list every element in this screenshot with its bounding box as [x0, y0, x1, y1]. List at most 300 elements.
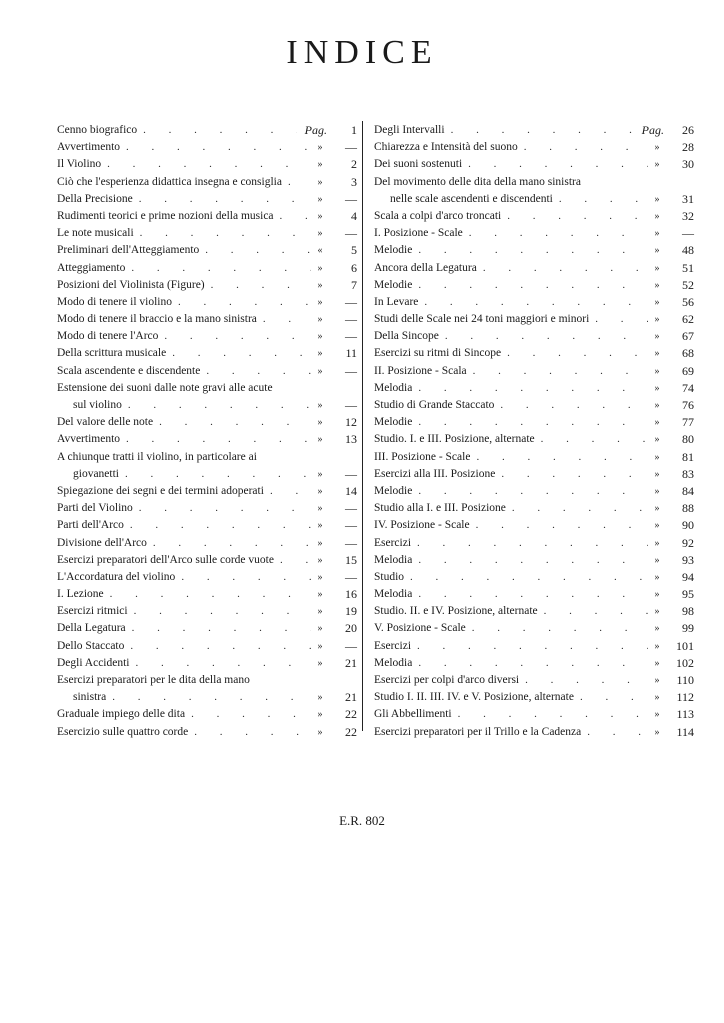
pag-label: Pag.: [641, 123, 664, 137]
dot-leader: [104, 586, 311, 603]
dot-leader: [412, 277, 648, 294]
toc-entry-page: 88: [682, 501, 694, 516]
toc-entry-page: 67: [682, 329, 694, 344]
toc-entry-page: 31: [682, 191, 694, 206]
toc-entry: [374, 174, 694, 208]
toc-entry: [374, 328, 694, 345]
dot-leader: [463, 225, 648, 242]
dot-leader: [172, 294, 311, 311]
ditto-mark: »: [317, 709, 323, 721]
toc-entry: [374, 517, 694, 534]
toc-entry-page: —: [345, 518, 357, 533]
toc-entry: [374, 139, 694, 156]
toc-entry-title: Avvertimento: [57, 141, 121, 154]
toc-entry-title: In Levare: [374, 295, 419, 308]
dot-leader: [411, 638, 648, 655]
toc-entry: [374, 363, 694, 380]
toc-entry-title: giovanetti: [73, 467, 119, 480]
toc-entry-page: 21: [345, 655, 357, 670]
toc-entry-title: Degli Intervalli: [374, 124, 445, 136]
toc-entry: [57, 449, 357, 483]
toc-entry: [57, 191, 357, 208]
toc-entry: [57, 225, 357, 242]
toc-entry: [57, 603, 357, 620]
toc-entry: [57, 311, 357, 328]
toc-entry: [374, 345, 694, 362]
toc-entry: [57, 277, 357, 294]
toc-entry-page: —: [345, 312, 357, 327]
toc-right-column: [374, 122, 694, 741]
toc-entry-title: Modo di tenere il braccio e la mano sinistra: [57, 313, 257, 326]
ditto-mark: »: [317, 296, 323, 308]
dot-leader: [205, 277, 311, 294]
toc-entry: [374, 655, 694, 672]
toc-entry: [57, 431, 357, 448]
toc-entry-title: Della scrittura musicale: [57, 347, 167, 360]
toc-entry-title: Esercizi su ritmi di Sincope: [374, 347, 502, 360]
ditto-mark: »: [654, 709, 660, 721]
toc-entry-title: Dei suoni sostenuti: [374, 158, 463, 171]
toc-entry: [57, 139, 357, 156]
toc-entry-title: Modo di tenere il violino: [57, 295, 172, 308]
toc-entry-page: —: [345, 226, 357, 241]
dot-leader: [188, 724, 311, 741]
toc-entry-page: 83: [682, 466, 694, 481]
toc-entry: [57, 552, 357, 569]
toc-entry-title: Studio di Grande Staccato: [374, 399, 495, 412]
toc-entry: [57, 156, 357, 173]
toc-entry-page: —: [345, 466, 357, 481]
dot-leader: [158, 328, 311, 345]
ditto-mark: »: [654, 348, 660, 360]
toc-entry-page: 113: [676, 707, 694, 722]
dot-leader: [452, 706, 648, 723]
dot-leader: [101, 156, 311, 173]
toc-entry-title: Degli Accidenti: [57, 656, 130, 669]
toc-entry-title: Melodie: [374, 416, 413, 429]
toc-entry: [57, 706, 357, 723]
dot-leader: [106, 689, 311, 706]
ditto-mark: »: [654, 279, 660, 291]
toc-entry-page: 112: [676, 690, 694, 705]
toc-entry-title: Esercizi alla III. Posizione: [374, 467, 496, 480]
ditto-mark: »: [317, 348, 323, 360]
ditto-mark: »: [654, 692, 660, 704]
ditto-mark: »: [654, 193, 660, 205]
toc-entry: [57, 620, 357, 637]
toc-entry-page: 5: [351, 243, 357, 258]
ditto-mark: »: [317, 262, 323, 274]
toc-entry-page: 95: [682, 587, 694, 602]
ditto-mark: »: [317, 228, 323, 240]
dot-leader: [411, 535, 648, 552]
toc-entry-title: Studio I. II. III. IV. e V. Posizione, alternate: [374, 691, 574, 704]
dot-leader: [501, 208, 648, 225]
ditto-mark: »: [317, 400, 323, 411]
toc-entry: [57, 414, 357, 431]
toc-entry: [57, 535, 357, 552]
toc-entry-title: Parti del Violino: [57, 502, 133, 515]
toc-entry-page: 80: [682, 432, 694, 447]
toc-entry: [57, 345, 357, 362]
toc-entry-title: Della Precisione: [57, 192, 133, 205]
toc-entry: [374, 225, 694, 242]
toc-entry-page: 93: [682, 552, 694, 567]
toc-entry-title: Esercizi: [374, 639, 412, 652]
toc-entry: [374, 535, 694, 552]
dot-leader: [119, 466, 311, 483]
toc-entry-title: Melodie: [374, 278, 413, 291]
ditto-mark: »: [654, 245, 660, 257]
ditto-mark: »: [317, 657, 323, 669]
dot-leader: [470, 517, 648, 534]
ditto-mark: »: [317, 314, 323, 326]
dot-leader: [124, 638, 311, 655]
toc-entry-page: 76: [682, 398, 694, 413]
toc-entry-title: Melodia: [374, 588, 413, 601]
dot-leader: [120, 431, 311, 448]
dot-leader: [477, 260, 648, 277]
toc-entry-page: 11: [345, 346, 357, 361]
toc-entry: [374, 500, 694, 517]
toc-entry: [374, 208, 694, 225]
dot-leader: [257, 311, 311, 328]
toc-entry-page: —: [345, 398, 357, 412]
dot-leader: [126, 620, 311, 637]
ditto-mark: »: [317, 193, 323, 205]
ditto-mark: »: [317, 468, 323, 480]
dot-leader: [581, 724, 648, 741]
toc-entry-page: —: [345, 569, 357, 584]
toc-entry-title: Esercizi preparatori per il Trillo e la Cadenza: [374, 725, 582, 738]
toc-entry-page: 26: [682, 123, 694, 137]
pag-label: Pag.: [304, 123, 327, 137]
toc-entry-title: Scala ascendente e discendente: [57, 364, 201, 377]
toc-entry: [57, 328, 357, 345]
toc-entry-page: 77: [682, 415, 694, 430]
dot-leader: [470, 449, 648, 466]
toc-entry-title: Studio. II. e IV. Posizione, alternate: [374, 605, 538, 618]
ditto-mark: »: [654, 468, 660, 480]
dot-leader: [166, 345, 311, 362]
dot-leader: [412, 552, 648, 569]
toc-entry-title: Ancora della Legatura: [374, 261, 477, 274]
toc-entry: [374, 672, 694, 689]
toc-entry-page: 101: [676, 638, 694, 653]
dot-leader: [124, 517, 311, 534]
toc-entry: [374, 483, 694, 500]
dot-leader: [282, 174, 311, 191]
toc-entry-title: Melodia: [374, 553, 413, 566]
toc-entry-title: Melodie: [374, 484, 413, 497]
toc-entry: [57, 380, 357, 414]
ditto-mark: »: [317, 176, 323, 188]
toc-entry: [57, 655, 357, 672]
toc-entry: [374, 724, 694, 741]
toc-entry-page: —: [345, 363, 357, 378]
toc-entry-title: Avvertimento: [57, 433, 121, 446]
toc-entry-page: 19: [345, 604, 357, 619]
dot-leader: [519, 672, 648, 689]
toc-entry: [374, 569, 694, 586]
toc-entry: [374, 397, 694, 414]
ditto-mark: »: [317, 537, 323, 549]
toc-entry-page: 22: [345, 724, 357, 739]
toc-entry-title: Rudimenti teorici e prime nozioni della musica: [57, 209, 274, 222]
toc-entry-title: Esercizi preparatori dell'Arco sulle corde vuote: [57, 553, 274, 566]
toc-entry-page: —: [345, 191, 357, 206]
ditto-mark: »: [317, 726, 323, 738]
toc-entry: [374, 603, 694, 620]
toc-entry-title: IV. Posizione - Scale: [374, 519, 470, 532]
toc-entry: [57, 363, 357, 380]
dot-leader: [412, 483, 648, 500]
toc-entry: [57, 483, 357, 500]
toc-entry-page: 81: [682, 449, 694, 464]
toc-entry: [374, 431, 694, 448]
toc-entry-title: Divisione dell'Arco: [57, 536, 147, 549]
toc-entry-page: 56: [682, 294, 694, 309]
toc-entry-page: 13: [345, 432, 357, 447]
ditto-mark: »: [654, 451, 660, 463]
ditto-mark: »: [317, 331, 323, 343]
ditto-mark: »: [317, 554, 323, 566]
toc-entry-page: 22: [345, 707, 357, 722]
ditto-mark: »: [317, 692, 323, 704]
toc-entry-title: Scala a colpi d'arco troncati: [374, 209, 502, 222]
toc-entry-page: —: [682, 226, 694, 241]
dot-leader: [439, 328, 648, 345]
toc-entry: [374, 620, 694, 637]
toc-entry: [374, 689, 694, 706]
toc-entry-title: I. Lezione: [57, 588, 104, 601]
dot-leader: [418, 294, 648, 311]
dot-leader: [535, 431, 648, 448]
ditto-mark: »: [654, 675, 660, 687]
toc-entry: [374, 311, 694, 328]
toc-entry-title: Studio. I. e III. Posizione, alternate: [374, 433, 535, 446]
toc-entry-title: Modo di tenere l'Arco: [57, 330, 159, 343]
dot-leader: [175, 569, 311, 586]
toc-entry: [374, 586, 694, 603]
dot-leader: [574, 689, 648, 706]
toc-entry-title: Ciò che l'esperienza didattica insegna e consiglia: [57, 175, 282, 188]
toc-entry-page: —: [345, 638, 357, 653]
ditto-mark: »: [317, 520, 323, 532]
toc-entry-page: 48: [682, 243, 694, 258]
ditto-mark: »: [654, 726, 660, 738]
toc-entry-title: Atteggiamento: [57, 261, 126, 274]
column-divider: [362, 121, 363, 731]
toc-entry: [57, 242, 357, 259]
toc-entry-title: Preliminari dell'Atteggiamento: [57, 244, 200, 257]
ditto-mark: »: [654, 657, 660, 669]
toc-entry-page: 98: [682, 604, 694, 619]
ditto-mark: »: [317, 485, 323, 497]
toc-entry-title: Studi delle Scale nei 24 toni maggiori e minori: [374, 313, 590, 326]
toc-entry: [57, 569, 357, 586]
toc-entry-title: V. Posizione - Scale: [374, 622, 466, 635]
toc-entry-page: 28: [682, 140, 694, 155]
dot-leader: [133, 191, 311, 208]
dot-leader: [404, 569, 648, 586]
ditto-mark: »: [317, 606, 323, 618]
toc-entry: [374, 260, 694, 277]
toc-entry: [374, 449, 694, 466]
toc-entry: [374, 156, 694, 173]
toc-entry-page: 7: [351, 277, 357, 292]
ditto-mark: »: [654, 485, 660, 497]
toc-entry: [374, 466, 694, 483]
toc-entry-page: 16: [345, 587, 357, 602]
toc-entry-page: —: [345, 535, 357, 550]
ditto-mark: »: [654, 554, 660, 566]
toc-entry-title: Esercizi per colpi d'arco diversi: [374, 674, 520, 687]
toc-entry-title: Il Violino: [57, 158, 102, 171]
toc-entry-title: Chiarezza e Intensità del suono: [374, 141, 518, 154]
ditto-mark: »: [317, 589, 323, 601]
dot-leader: [134, 225, 311, 242]
toc-entry-title: Esercizio sulle quattro corde: [57, 725, 189, 738]
dot-leader: [122, 397, 311, 414]
dot-leader: [199, 242, 311, 259]
dot-leader: [412, 380, 648, 397]
dot-leader: [274, 552, 311, 569]
toc-entry-title: Spiegazione dei segni e dei termini adoperati: [57, 484, 264, 497]
toc-entry-page: 4: [351, 208, 357, 223]
toc-entry-title: Esercizi preparatori per le dita della mano: [57, 674, 250, 687]
dot-leader: [412, 414, 648, 431]
dot-leader: [264, 483, 311, 500]
catalog-number: E.R. 802: [339, 813, 385, 828]
toc-entry-page: 69: [682, 363, 694, 378]
toc-entry: [374, 122, 694, 139]
ditto-mark: »: [317, 503, 323, 515]
toc-entry-page: 20: [345, 621, 357, 636]
ditto-mark: »: [654, 365, 660, 377]
toc-entry: [374, 294, 694, 311]
toc-entry-title: Graduale impiego delle dita: [57, 708, 186, 721]
toc-entry-page: 30: [682, 157, 694, 172]
ditto-mark: »: [317, 142, 323, 154]
ditto-mark: »: [654, 210, 660, 222]
dot-leader: [589, 311, 648, 328]
toc-entry-title: II. Posizione - Scala: [374, 364, 467, 377]
toc-entry-page: 114: [676, 724, 694, 739]
toc-entry-page: 1: [351, 123, 357, 137]
ditto-mark: »: [317, 365, 323, 377]
dot-leader: [153, 414, 311, 431]
ditto-mark: »: [317, 417, 323, 429]
toc-entry-title: A chiunque tratti il violino, in particolare ai: [57, 450, 257, 463]
toc-entry-title: Posizioni del Violinista (Figure): [57, 278, 205, 291]
toc-entry-page: —: [345, 294, 357, 309]
ditto-mark: »: [654, 296, 660, 308]
ditto-mark: »: [317, 279, 323, 291]
toc-entry-page: 62: [682, 312, 694, 327]
dot-leader: [462, 156, 648, 173]
toc-entry-title: Melodie: [374, 244, 413, 257]
dot-leader: [467, 363, 648, 380]
toc-entry-page: 99: [682, 621, 694, 636]
toc-entry-page: 74: [682, 380, 694, 395]
toc-entry: [374, 414, 694, 431]
toc-entry: [374, 706, 694, 723]
ditto-mark: »: [654, 314, 660, 326]
toc-entry: [57, 260, 357, 277]
dot-leader: [120, 139, 311, 156]
toc-entry: [57, 500, 357, 517]
toc-entry: [374, 552, 694, 569]
toc-entry-title: Studio alla I. e III. Posizione: [374, 502, 506, 515]
toc-entry-page: 14: [345, 483, 357, 498]
ditto-mark: «: [317, 245, 323, 257]
ditto-mark: »: [654, 503, 660, 515]
ditto-mark: »: [654, 382, 660, 394]
toc-entry: [57, 724, 357, 741]
toc-entry-page: 92: [682, 535, 694, 550]
ditto-mark: »: [654, 331, 660, 343]
toc-entry: [57, 586, 357, 603]
ditto-mark: »: [654, 262, 660, 274]
toc-entry-page: 6: [351, 260, 357, 275]
toc-entry-title: Della Legatura: [57, 622, 126, 635]
dot-leader: [185, 706, 311, 723]
dot-leader: [137, 122, 297, 139]
toc-entry-page: —: [345, 329, 357, 344]
ditto-mark: »: [654, 400, 660, 412]
toc-entry-title: Estensione dei suoni dalle note gravi alle acute: [57, 381, 273, 394]
ditto-mark: »: [317, 210, 323, 222]
dot-leader: [495, 466, 648, 483]
toc-entry-title: Del valore delle note: [57, 416, 154, 429]
toc-entry-title: Melodia: [374, 381, 413, 394]
toc-entry-page: 102: [676, 655, 694, 670]
dot-leader: [506, 500, 648, 517]
toc-entry-title: nelle scale ascendenti e discendenti: [390, 192, 553, 205]
toc-entry: [57, 517, 357, 534]
toc-entry-page: 68: [682, 346, 694, 361]
toc-entry-title: Esercizi: [374, 536, 412, 549]
toc-entry-title: Melodia: [374, 656, 413, 669]
toc-entry-page: 15: [345, 552, 357, 567]
ditto-mark: »: [654, 623, 660, 635]
dot-leader: [466, 620, 648, 637]
toc-entry-page: 3: [351, 174, 357, 189]
dot-leader: [412, 242, 648, 259]
toc-entry-title: Cenno biografico: [57, 124, 138, 136]
dot-leader: [538, 603, 648, 620]
toc-entry-page: 21: [345, 690, 357, 705]
dot-leader: [553, 191, 648, 208]
toc-entry: [374, 277, 694, 294]
dot-leader: [125, 260, 311, 277]
toc-entry-page: 2: [351, 157, 357, 172]
toc-entry-title: Parti dell'Arco: [57, 519, 124, 532]
ditto-mark: »: [654, 571, 660, 583]
toc-entry-title: Dello Staccato: [57, 639, 125, 652]
toc-entry: [57, 208, 357, 225]
toc-entry-page: —: [345, 140, 357, 155]
toc-entry-title: sul violino: [73, 399, 122, 411]
toc-entry: [374, 380, 694, 397]
toc-entry-title: Esercizi ritmici: [57, 605, 128, 618]
toc-entry-page: —: [345, 501, 357, 516]
dot-leader: [128, 603, 311, 620]
toc-entry-page: 52: [682, 277, 694, 292]
dot-leader: [412, 586, 648, 603]
ditto-mark: »: [317, 571, 323, 583]
